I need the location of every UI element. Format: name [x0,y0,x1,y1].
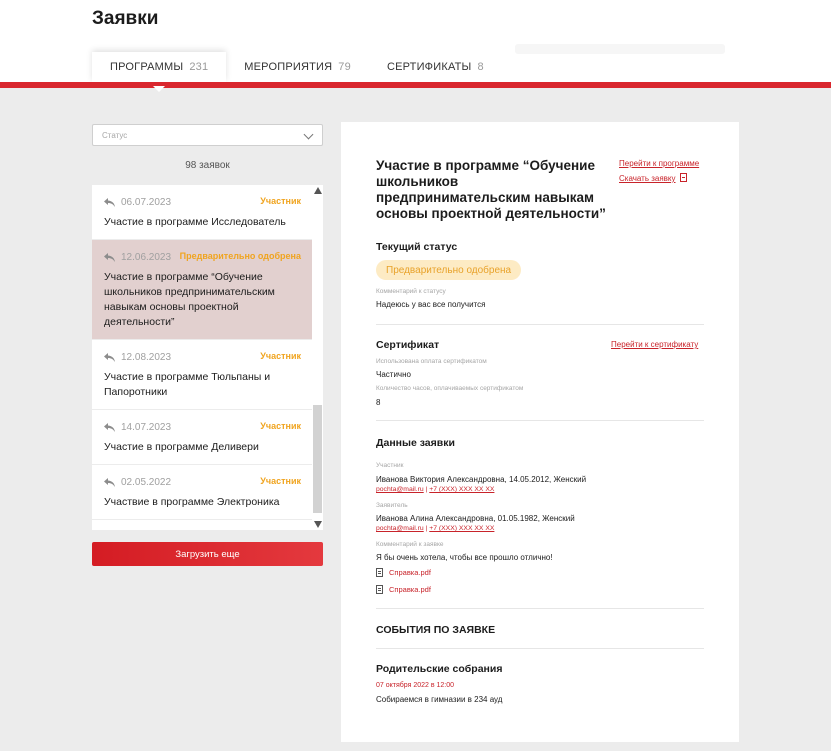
cert-payment-label: Использована оплата сертификатом [376,358,487,365]
cert-hours-label: Количество часов, оплачиваемых сертификатом [376,385,524,392]
tab-count: 8 [477,61,484,73]
participant-contacts: pochta@mail.ru | +7 (XXX) XXX XX XX [376,486,495,493]
scroll-up-arrow-icon[interactable] [314,187,322,194]
item-role: Участник [260,476,301,486]
event-date: 07 октября 2022 в 12:00 [376,682,455,689]
item-date: 14.07.2023 [121,421,172,433]
event-title: Родительские собрания [376,663,503,675]
reply-icon [104,478,115,487]
list-item[interactable] [92,465,312,520]
status-select-placeholder: Статус [102,130,128,140]
go-to-program-link[interactable]: Перейти к программе [619,159,700,168]
pdf-file-icon [680,173,687,182]
item-date: 06.07.2023 [121,196,172,208]
list-scrollbar[interactable] [312,185,323,530]
header-placeholder [515,44,725,54]
application-detail-panel [341,122,739,742]
applicant-phone-link[interactable]: +7 (XXX) XXX XX XX [429,525,495,532]
chevron-down-icon [304,130,314,140]
item-title: Участие в программе Деливери [104,441,259,453]
applicant-email-link[interactable]: pochta@mail.ru [376,525,424,532]
events-heading: СОБЫТИЯ ПО ЗАЯВКЕ [376,624,496,636]
load-more-button[interactable]: Загрузить еще [92,542,323,566]
page-title: Заявки [92,8,159,29]
event-text: Собираемся в гимназии в 234 ауд [376,695,503,704]
list-item[interactable] [92,240,312,340]
item-date: 12.08.2023 [121,351,172,363]
tab-events[interactable] [226,52,369,82]
divider [376,324,704,325]
tab-count: 79 [338,61,351,73]
status-select[interactable] [92,124,323,146]
reply-icon [104,198,115,207]
header [0,0,831,88]
current-status-heading: Текущий статус [376,241,458,253]
reply-icon [104,423,115,432]
document-icon [376,585,383,594]
applicant-contacts: pochta@mail.ru | +7 (XXX) XXX XX XX [376,525,495,532]
item-title: Участие в программе Исследователь [104,216,286,228]
tab-label: СЕРТИФИКАТЫ [386,61,472,73]
list-item[interactable] [92,410,312,465]
divider [376,608,704,609]
certificate-heading: Сертификат [376,339,440,351]
item-title: Участие в программе “Обучение школьников предпринимательским навыкам основы проектной деятельности” [104,271,275,328]
file-name: Справка.pdf [389,568,431,577]
detail-title: Участие в программе “Обучение школьников предпринимательским навыкам основы проектной деятельности” [376,158,606,221]
tab-certificates[interactable] [369,52,502,82]
applicant-label: Заявитель [376,502,408,509]
tab-label: ПРОГРАММЫ [110,61,184,73]
item-role: Участник [260,421,301,431]
cert-hours-value: 8 [376,398,381,407]
applications-list [92,185,312,530]
document-icon [376,568,383,577]
status-comment: Надеюсь у вас все получится [376,300,486,309]
tab-count: 231 [189,61,209,73]
scroll-down-arrow-icon[interactable] [314,521,322,528]
item-role: Участник [260,196,301,206]
status-badge: Предварительно одобрена [376,260,521,280]
participant-email-link[interactable]: pochta@mail.ru [376,486,424,493]
list-item[interactable] [92,340,312,410]
item-date: 02.05.2022 [121,476,172,488]
application-comment: Я бы очень хотела, чтобы все прошло отлично! [376,553,553,562]
download-application-link[interactable] [619,173,687,183]
reply-icon [104,253,115,262]
file-name: Справка.pdf [389,585,431,594]
application-data-heading: Данные заявки [376,437,455,449]
item-role: Предварительно одобрена [179,251,301,261]
participant-label: Участник [376,462,404,469]
application-comment-label: Комментарий к заявке [376,541,444,548]
reply-icon [104,353,115,362]
list-item[interactable] [92,185,312,240]
participant-phone-link[interactable]: +7 (XXX) XXX XX XX [429,486,495,493]
item-title: Участвие в программе Электроника [104,496,280,508]
tab-programs[interactable] [92,52,226,82]
divider [376,648,704,649]
go-to-certificate-link[interactable]: Перейти к сертификату [611,340,699,349]
accent-bar [0,82,831,88]
divider [376,420,704,421]
status-comment-label: Комментарий к статусу [376,288,446,295]
download-link-label: Скачать заявку [619,174,676,183]
cert-payment-value: Частично [376,370,411,379]
applicant-info: Иванова Алина Александровна, 01.05.1982, Женский [376,514,575,523]
item-date: 12.06.2023 [121,251,172,263]
attached-file[interactable] [376,568,431,577]
applications-count: 98 заявок [185,160,230,171]
participant-info: Иванова Виктория Александровна, 14.05.2012, Женский [376,475,587,484]
item-role: Участник [260,351,301,361]
tabs [92,52,502,82]
attached-file[interactable] [376,585,431,594]
tab-label: МЕРОПРИЯТИЯ [244,61,333,73]
item-title: Участие в программе Тюльпаны и Папоротники [104,371,271,398]
scroll-thumb[interactable] [313,405,322,513]
